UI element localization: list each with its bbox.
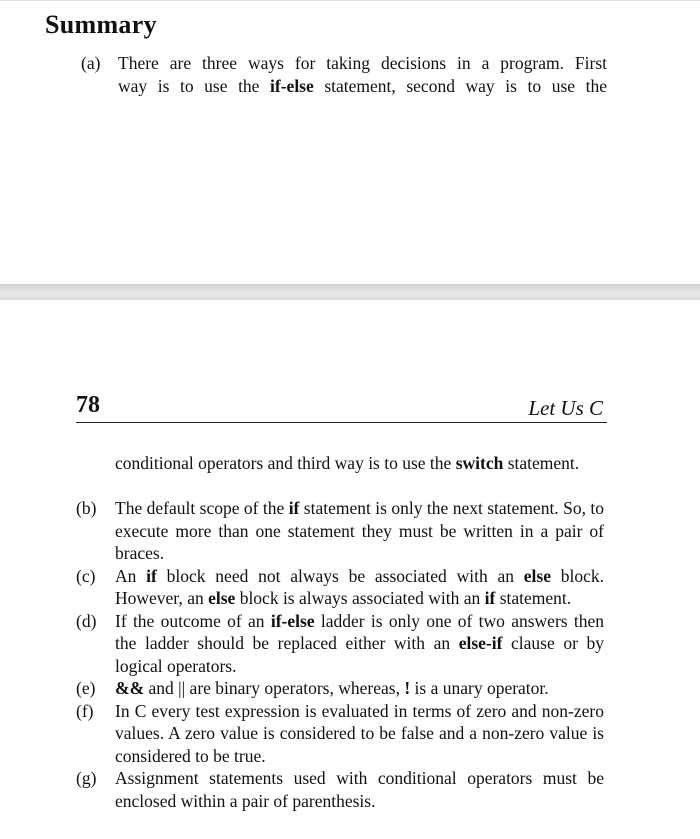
item-label: (f) (76, 700, 94, 721)
item-label: (g) (76, 768, 97, 788)
summary-item-d: (d) If the outcome of an if-else ladder is only one of two answers then the ladder should be replaced either with an else-if clause or by logical operators. (76, 610, 604, 676)
summary-item-c: (c) An if block need not always be associated with an else block. However, an else block is always associated with an if statement. (76, 565, 604, 608)
item-label: (e) (76, 678, 96, 698)
summary-item-e: (e) && and || are binary operators, whereas, ! is a unary operator. (76, 678, 549, 698)
page-number: 78 (76, 392, 100, 418)
summary-item-a (81, 52, 607, 97)
summary-item-f: (f) In C every test expression is evaluated in terms of zero and non-zero values. A zero value is considered to be false and a non-zero value is considered to be true. (76, 700, 604, 766)
header-rule (76, 422, 607, 423)
item-label: (d) (76, 610, 97, 631)
summary-heading: Summary (45, 10, 157, 39)
summary-item-b: (b) The default scope of the if statement is only the next statement. So, to execute more than one statement they must be written in a pair of braces. (76, 498, 604, 563)
item-label: (c) (76, 565, 96, 586)
item-label: (b) (76, 498, 97, 518)
page-gap (0, 284, 700, 300)
summary-list (76, 497, 604, 812)
item-a-line2: way is to use the if-else statement, second way is to use the (118, 75, 607, 96)
item-label: (a) (81, 53, 101, 73)
item-a-continuation: conditional operators and third way is to use the switch statement. (115, 453, 580, 473)
item-a-line1: There are three ways for taking decisions in a program. First (118, 53, 607, 73)
summary-item-g: (g) Assignment statements used with conditional operators must be enclosed within a pair of parenthesis. (76, 768, 604, 811)
page-top (0, 0, 700, 285)
running-head: Let Us C (528, 396, 603, 420)
